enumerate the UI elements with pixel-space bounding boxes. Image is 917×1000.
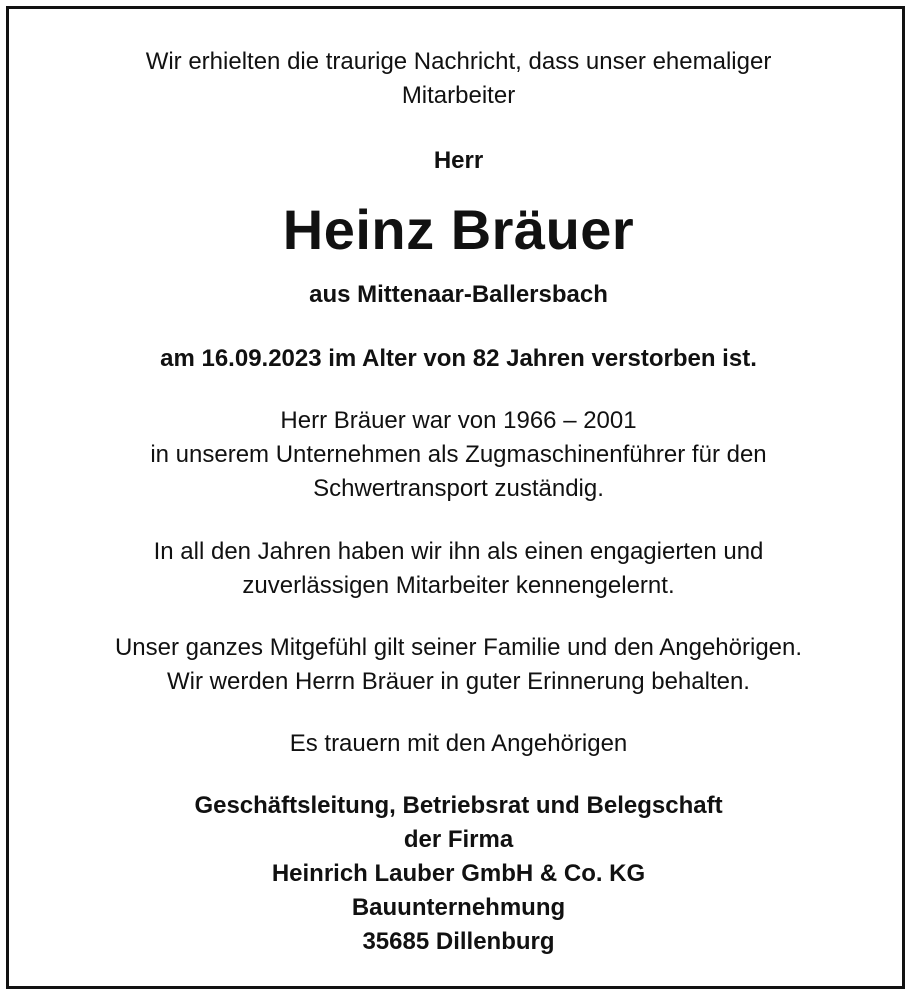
company-type: Bauunternehmung bbox=[351, 894, 566, 921]
company-location: 35685 Dillenburg bbox=[362, 928, 555, 955]
signature-line-2: der Firma bbox=[403, 826, 514, 853]
mourning-line: Es trauern mit den Angehörigen bbox=[289, 730, 628, 757]
death-date-line: am 16.09.2023 im Alter von 82 Jahren verstorben ist. bbox=[160, 345, 757, 372]
deceased-name: Heinz Bräuer bbox=[282, 198, 635, 261]
employment-line-1: Herr Bräuer war von 1966 – 2001 bbox=[280, 407, 637, 434]
salutation: Herr bbox=[433, 147, 484, 174]
sympathy-line-1: Unser ganzes Mitgefühl gilt seiner Familie und den Angehörigen. bbox=[114, 634, 803, 661]
employment-line-3: Schwertransport zuständig. bbox=[313, 475, 604, 502]
sympathy-line-2: Wir werden Herrn Bräuer in guter Erinnerung behalten. bbox=[167, 668, 750, 695]
intro-line-2: Mitarbeiter bbox=[401, 82, 516, 109]
company-name: Heinrich Lauber GmbH & Co. KG bbox=[271, 860, 646, 887]
tribute-line-1: In all den Jahren haben wir ihn als einen engagierten und bbox=[153, 538, 764, 565]
origin-line: aus Mittenaar-Ballersbach bbox=[309, 281, 608, 308]
employment-line-2: in unserem Unternehmen als Zugmaschinenführer für den bbox=[150, 441, 767, 468]
tribute-line-2: zuverlässigen Mitarbeiter kennengelernt. bbox=[242, 572, 675, 599]
signature-line-1: Geschäftsleitung, Betriebsrat und Belegschaft bbox=[194, 792, 723, 819]
intro-line-1: Wir erhielten die traurige Nachricht, dass unser ehemaliger bbox=[145, 48, 772, 75]
